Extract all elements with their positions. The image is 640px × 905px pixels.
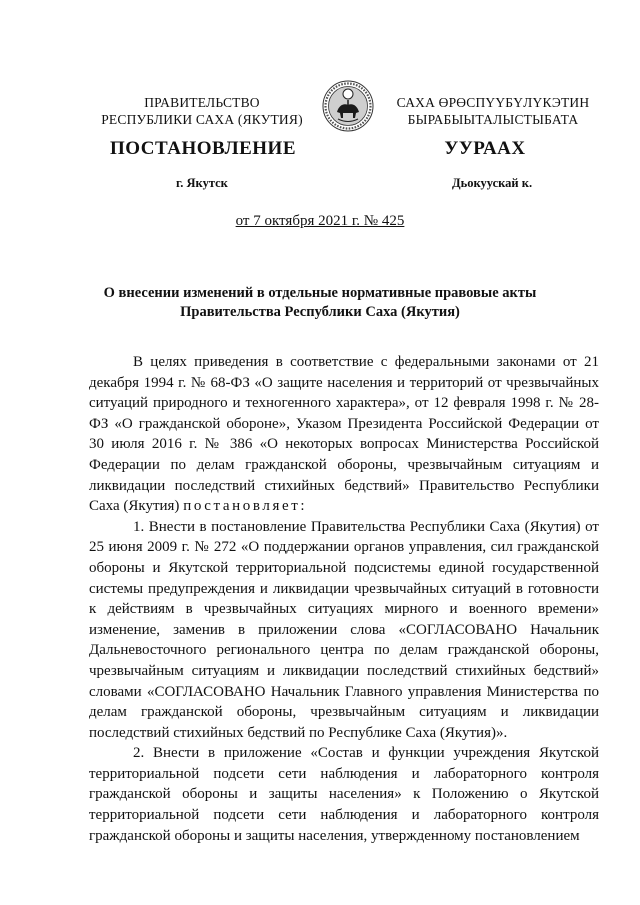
doc-title-sakha: УУРААХ [444, 138, 526, 159]
header-government-sakha [378, 94, 608, 128]
document-subject [80, 284, 560, 322]
header-right-line1: САХА ӨРӨСПҮҮБҮЛҮКЭТИН [396, 95, 590, 110]
doc-title-ru: ПОСТАНОВЛЕНИЕ [109, 138, 297, 159]
paragraph-item-1: 1. Внести в постановление Правительства Республики Саха (Якутия) от 25 июня 2009 г. № 272 «О поддержании органов управления, сил гражданской обороны и Якутской территориальной подсистемы единой государственной системы предупреждения и ликвидации чрезвычайных ситуаций в готовности к действиям в чрезвычайных ситуациях мирного и военного времени» изменение, заменив в приложении слова «СОГЛАСОВАНО Начальник Дальневосточного регионального центра по делам гражданской обороны, чрезвычайным ситуациям и ликвидации последствий стихийных бедствий» словами «СОГЛАСОВАНО Начальник Главного управления Министерства по делам гражданской обороны, чрезвычайным ситуациям и ликвидации последствий стихийных бедствий по Республике Саха (Якутия)». [89, 518, 599, 741]
paragraph-preamble [89, 352, 599, 517]
city-sakha: Дьокуускай к. [452, 176, 533, 190]
date-number-line [0, 213, 640, 230]
subject-line1: О внесении изменений в отдельные нормативные правовые акты [103, 285, 537, 301]
document-body [89, 352, 599, 846]
paragraph-item-2: 2. Внести в приложение «Состав и функции учреждения Якутской территориальной подсети сети наблюдения и лабораторного контроля гражданской обороны и защиты населения» к Положению о Якутской территориальной подсети сети наблюдения и лабораторного контроля гражданской обороны и защиты населения, утвержденному постановлением [89, 745, 599, 844]
resolves-word: постановляет: [183, 498, 308, 515]
header-government-ru [92, 94, 312, 128]
header-left-line2: РЕСПУБЛИКИ САХА (ЯКУТИЯ) [101, 112, 303, 127]
subject-line2: Правительства Республики Саха (Якутия) [180, 304, 460, 320]
header-right-line2: БЫРАБЫЫТАЛЫСТЫБАТА [407, 112, 579, 127]
coat-of-arms-emblem-icon [322, 80, 374, 132]
preamble-text: В целях приведения в соответствие с федеральными законами от 21 декабря 1994 г. № 68-ФЗ «О защите населения и территорий от чрезвычайных ситуаций природного и техногенного характера», от 12 февраля 1998 г. № 28-ФЗ «О гражданской обороне», Указом Президента Российской Федерации от 30 июля 2016 г. № 386 «О некоторых вопросах Министерства Российской Федерации по делам гражданской обороны, чрезвычайным ситуациям и ликвидации последствий стихийных бедствий» Правительство Республики Саха (Якутия) [89, 354, 599, 515]
header-left-line1: ПРАВИТЕЛЬСТВО [144, 95, 260, 110]
date-number: от 7 октября 2021 г. № 425 [235, 213, 405, 229]
city-ru: г. Якутск [176, 176, 228, 190]
